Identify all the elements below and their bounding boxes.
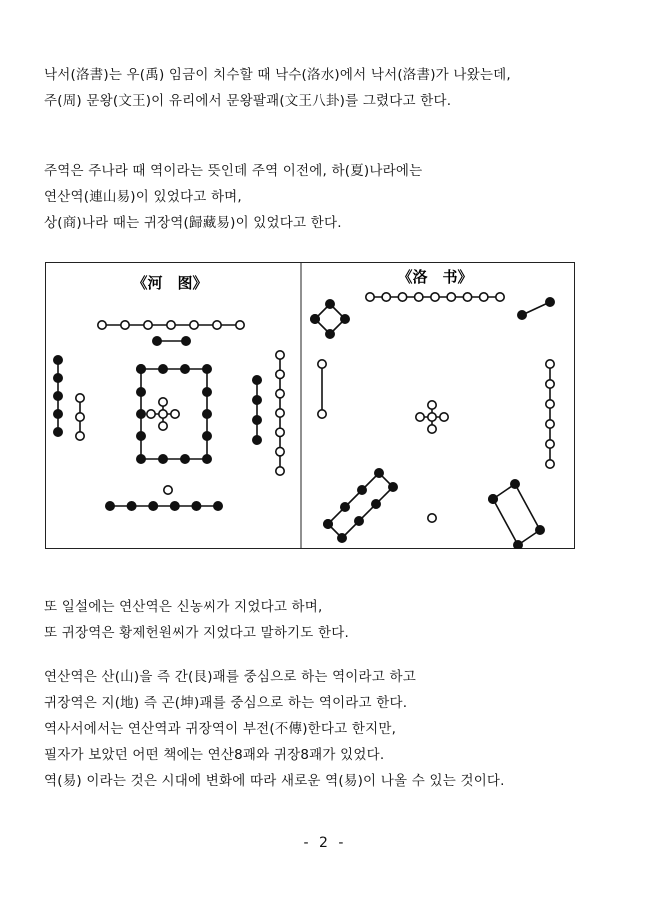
yang-dot xyxy=(98,321,106,329)
yin-dot xyxy=(324,520,332,528)
text-line: 주역은 주나라 때 역이라는 뜻인데 주역 이전에, 하(夏)나라에는 xyxy=(44,163,423,179)
yang-dot xyxy=(76,413,84,421)
yang-dot xyxy=(382,293,390,301)
yin-dot xyxy=(127,502,135,510)
yang-dot xyxy=(276,409,284,417)
yin-dot xyxy=(181,455,189,463)
yang-dot xyxy=(76,394,84,402)
yang-dot xyxy=(318,360,326,368)
yang-dot xyxy=(440,413,448,421)
yin-dot xyxy=(375,469,383,477)
yang-dot xyxy=(159,422,167,430)
yin-dot xyxy=(514,541,522,549)
yin-dot xyxy=(192,502,200,510)
text-line: 필자가 보았던 어떤 책에는 연산8괘와 귀장8괘가 있었다. xyxy=(44,747,385,763)
yang-dot xyxy=(398,293,406,301)
yin-dot xyxy=(203,455,211,463)
yang-dot xyxy=(428,425,436,433)
yang-dot xyxy=(276,428,284,436)
yang-dot xyxy=(496,293,504,301)
yin-dot xyxy=(203,410,211,418)
text-line: 역사서에서는 연산역과 귀장역이 부전(不傳)한다고 한지만, xyxy=(44,721,397,737)
paragraph-luoshu-origin xyxy=(44,62,624,114)
yin-dot xyxy=(253,376,261,384)
yang-dot xyxy=(428,514,436,522)
paragraph-lianshan-guizang xyxy=(44,664,624,794)
text-line: 또 귀장역은 황제헌원씨가 지었다고 말하기도 한다. xyxy=(44,625,350,641)
yin-dot xyxy=(511,480,519,488)
yin-dot xyxy=(326,300,334,308)
yang-dot xyxy=(447,293,455,301)
yang-dot xyxy=(463,293,471,301)
luoshu-title: 《洛 书》 xyxy=(397,268,473,286)
paragraph-zhouyi-history xyxy=(44,158,624,236)
yang-dot xyxy=(546,400,554,408)
yin-dot xyxy=(149,502,157,510)
yin-dot xyxy=(253,436,261,444)
yang-dot xyxy=(147,410,155,418)
hetu-title: 《河 图》 xyxy=(132,274,208,292)
yin-dot xyxy=(355,517,363,525)
yin-dot xyxy=(326,330,334,338)
yang-dot xyxy=(190,321,198,329)
yin-dot xyxy=(171,502,179,510)
text-line: 주(周) 문왕(文王)이 유리에서 문왕팔괘(文王八卦)를 그렸다고 한다. xyxy=(44,93,452,109)
yang-dot xyxy=(276,389,284,397)
yang-dot xyxy=(415,293,423,301)
text-line: 연산역은 산(山)을 즉 간(艮)괘를 중심으로 하는 역이라고 하고 xyxy=(44,669,417,685)
yin-dot xyxy=(54,356,62,364)
yang-dot xyxy=(546,440,554,448)
yin-dot xyxy=(159,455,167,463)
yin-dot xyxy=(341,503,349,511)
text-line: 귀장역은 지(地) 즉 곤(坤)괘를 중심으로 하는 역이라고 한다. xyxy=(44,695,408,711)
yang-dot xyxy=(431,293,439,301)
yin-dot xyxy=(253,396,261,404)
yang-dot xyxy=(546,420,554,428)
yang-dot xyxy=(144,321,152,329)
yang-dot xyxy=(546,360,554,368)
text-line: 낙서(洛書)는 우(禹) 임금이 치수할 때 낙수(洛水)에서 낙서(洛書)가 나왔는데, xyxy=(44,67,511,83)
yin-dot xyxy=(181,365,189,373)
yang-dot xyxy=(121,321,129,329)
yin-dot xyxy=(311,315,319,323)
yang-dot xyxy=(167,321,175,329)
yin-dot xyxy=(182,337,190,345)
yang-dot xyxy=(76,432,84,440)
yin-dot xyxy=(54,428,62,436)
yin-dot xyxy=(338,534,346,542)
yang-dot xyxy=(236,321,244,329)
yin-dot xyxy=(54,374,62,382)
yin-dot xyxy=(489,495,497,503)
yang-dot xyxy=(159,410,167,418)
yin-dot xyxy=(341,315,349,323)
yin-dot xyxy=(54,392,62,400)
yin-dot xyxy=(214,502,222,510)
yin-dot xyxy=(137,410,145,418)
yin-dot xyxy=(518,311,526,319)
yin-dot xyxy=(137,432,145,440)
yang-dot xyxy=(428,413,436,421)
yang-dot xyxy=(276,351,284,359)
hetu-luoshu-figure xyxy=(45,262,575,549)
yin-dot xyxy=(358,486,366,494)
yang-dot xyxy=(164,486,172,494)
yin-dot xyxy=(153,337,161,345)
text-line: 역(易) 이라는 것은 시대에 변화에 따라 새로운 역(易)이 나올 수 있는 것이다. xyxy=(44,773,505,789)
yin-dot xyxy=(203,388,211,396)
yin-dot xyxy=(253,416,261,424)
paragraph-alternate-account xyxy=(44,594,624,646)
text-line: 상(商)나라 때는 귀장역(歸藏易)이 있었다고 한다. xyxy=(44,215,342,231)
yang-dot xyxy=(318,410,326,418)
yin-dot xyxy=(106,502,114,510)
text-line: 또 일설에는 연산역은 신농씨가 지었다고 하며, xyxy=(44,599,323,615)
yang-dot xyxy=(171,410,179,418)
yin-dot xyxy=(536,526,544,534)
yin-dot xyxy=(372,500,380,508)
yang-dot xyxy=(416,413,424,421)
yang-dot xyxy=(159,398,167,406)
yin-dot xyxy=(203,365,211,373)
yang-dot xyxy=(366,293,374,301)
yin-dot xyxy=(203,432,211,440)
yang-dot xyxy=(428,401,436,409)
yin-dot xyxy=(159,365,167,373)
yin-dot xyxy=(54,410,62,418)
yang-dot xyxy=(213,321,221,329)
yin-dot xyxy=(137,365,145,373)
yang-dot xyxy=(480,293,488,301)
yang-dot xyxy=(276,467,284,475)
yin-dot xyxy=(546,298,554,306)
yang-dot xyxy=(546,460,554,468)
page-number: - 2 - xyxy=(303,835,347,851)
yang-dot xyxy=(276,370,284,378)
yin-dot xyxy=(137,455,145,463)
text-line: 연산역(連山易)이 있었다고 하며, xyxy=(44,189,242,205)
yin-dot xyxy=(137,388,145,396)
yang-dot xyxy=(546,380,554,388)
yang-dot xyxy=(276,447,284,455)
yin-dot xyxy=(389,483,397,491)
